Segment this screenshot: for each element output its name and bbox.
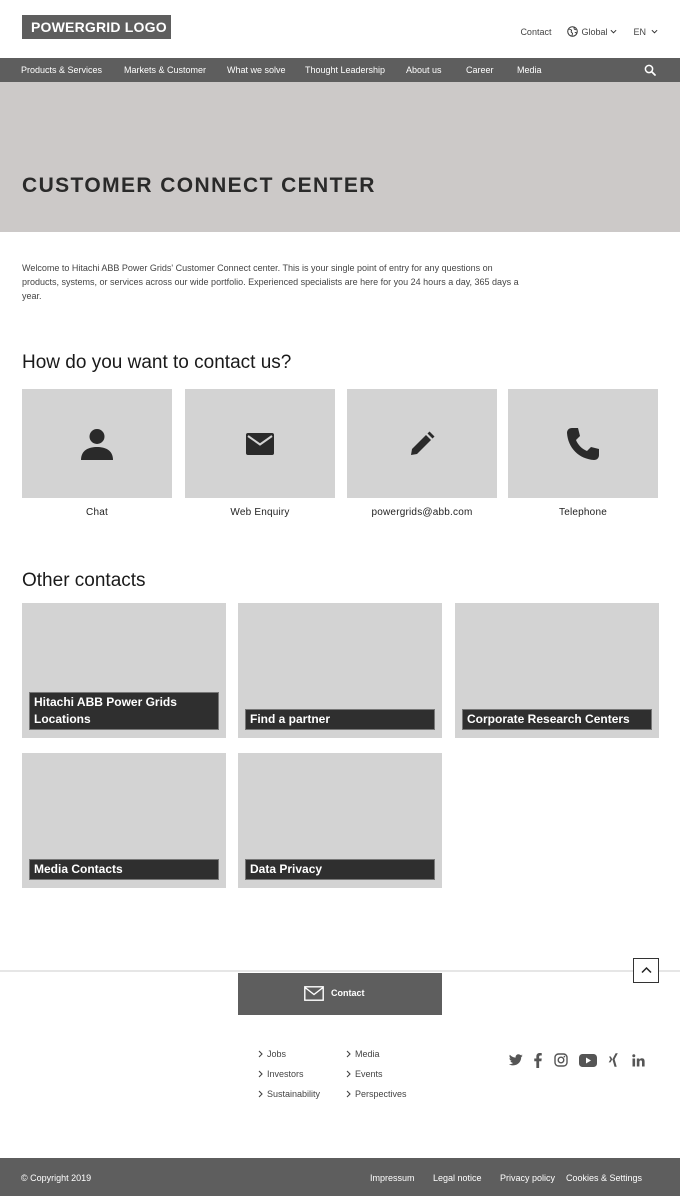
language-selector[interactable] xyxy=(633,27,658,37)
social-links xyxy=(508,1052,646,1068)
contact-card-label: Web Enquiry xyxy=(230,507,290,518)
region-label: Global xyxy=(581,26,608,37)
site-logo[interactable]: POWERGRID LOGO xyxy=(22,15,171,39)
chevron-right-icon xyxy=(258,1050,263,1058)
footer-link-privacy-policy[interactable]: Privacy policy xyxy=(500,1173,556,1183)
contact-card-label: Telephone xyxy=(559,507,607,518)
other-card-find-partner[interactable] xyxy=(238,603,442,738)
other-card-label: Corporate Research Centers xyxy=(462,709,652,730)
nav-item-products-services[interactable]: Products & Services xyxy=(21,65,103,75)
chevron-right-icon xyxy=(258,1090,263,1098)
other-card-research-centers[interactable] xyxy=(455,603,659,738)
site-footer xyxy=(0,1158,680,1196)
footer-link-events[interactable] xyxy=(346,1064,407,1084)
nav-item-career[interactable]: Career xyxy=(466,65,494,75)
twitter-icon[interactable] xyxy=(508,1052,523,1068)
contact-card-label[interactable]: powergrids@abb.com xyxy=(371,507,473,518)
copyright-text: © Copyright 2019 xyxy=(21,1173,92,1183)
other-card-label: Find a partner xyxy=(245,709,435,730)
chevron-right-icon xyxy=(346,1090,351,1098)
contact-link[interactable] xyxy=(520,27,551,37)
intro-text: Welcome to Hitachi ABB Power Grids' Customer Connect center. This is your single point of entry for any questions on products, systems, or services across our wide portfolio. Experienced specialists are here for you 24 hours a day, 365 days a year. xyxy=(22,263,519,301)
facebook-icon[interactable] xyxy=(532,1052,544,1068)
page-title: CUSTOMER CONNECT CENTER xyxy=(22,174,376,197)
footer-link-impressum[interactable]: Impressum xyxy=(370,1173,415,1183)
nav-item-about-us[interactable]: About us xyxy=(406,65,442,75)
footer-links-col2 xyxy=(346,1044,407,1104)
nav-item-thought-leadership[interactable]: Thought Leadership xyxy=(305,65,386,75)
main-navigation xyxy=(0,58,680,82)
footer-link-sustainability[interactable] xyxy=(258,1084,320,1104)
footer-link-perspectives[interactable] xyxy=(346,1084,407,1104)
globe-icon xyxy=(567,26,578,37)
nav-item-markets-customer[interactable]: Markets & Customer xyxy=(124,65,207,75)
xing-icon[interactable] xyxy=(607,1052,619,1068)
contact-section-title: How do you want to contact us? xyxy=(22,352,292,373)
region-selector[interactable] xyxy=(567,26,617,37)
mail-icon xyxy=(245,432,275,456)
pencil-icon xyxy=(408,430,436,458)
footer-contact-label: Contact xyxy=(331,988,365,998)
chevron-up-icon xyxy=(641,966,652,974)
phone-icon xyxy=(565,426,601,462)
footer-links-col1 xyxy=(258,1044,320,1104)
other-contacts-title: Other contacts xyxy=(22,570,146,591)
footer-link-legal-notice[interactable]: Legal notice xyxy=(433,1173,482,1183)
instagram-icon[interactable] xyxy=(553,1052,569,1068)
contact-card-email[interactable] xyxy=(347,389,497,498)
chevron-down-icon xyxy=(651,28,658,35)
footer-link-label: Perspectives xyxy=(355,1089,407,1099)
mail-icon xyxy=(304,986,324,1001)
other-card-label: Data Privacy xyxy=(245,859,435,880)
search-icon[interactable] xyxy=(644,64,656,76)
footer-link-label: Investors xyxy=(267,1069,304,1079)
footer-link-jobs[interactable] xyxy=(258,1044,320,1064)
contact-card-telephone[interactable] xyxy=(508,389,658,498)
back-to-top-button[interactable] xyxy=(633,958,659,983)
footer-link-label: Media xyxy=(355,1049,380,1059)
footer-link-investors[interactable] xyxy=(258,1064,320,1084)
chevron-right-icon xyxy=(346,1050,351,1058)
footer-link-cookies-settings[interactable]: Cookies & Settings xyxy=(566,1173,643,1183)
chevron-right-icon xyxy=(258,1070,263,1078)
linkedin-icon[interactable] xyxy=(630,1052,646,1068)
nav-item-what-we-solve[interactable]: What we solve xyxy=(227,65,286,75)
chevron-right-icon xyxy=(346,1070,351,1078)
other-card-label: Hitachi ABB Power Grids Locations xyxy=(29,692,219,730)
footer-link-label: Sustainability xyxy=(267,1089,321,1099)
footer-link-label: Jobs xyxy=(267,1049,287,1059)
footer-link-label: Events xyxy=(355,1069,383,1079)
other-card-data-privacy[interactable] xyxy=(238,753,442,888)
person-icon xyxy=(79,426,115,462)
section-divider xyxy=(0,970,680,972)
contact-card-label: Chat xyxy=(86,507,108,518)
chevron-down-icon xyxy=(610,28,617,35)
language-label: EN xyxy=(633,26,646,37)
contact-link-label: Contact xyxy=(520,26,552,37)
footer-contact-button[interactable] xyxy=(238,973,442,1015)
footer-link-media[interactable] xyxy=(346,1044,407,1064)
other-card-label: Media Contacts xyxy=(29,859,219,880)
site-header xyxy=(0,0,680,58)
nav-item-media[interactable]: Media xyxy=(517,65,542,75)
contact-card-chat[interactable] xyxy=(22,389,172,498)
other-card-locations[interactable] xyxy=(22,603,226,738)
other-card-media-contacts[interactable] xyxy=(22,753,226,888)
contact-card-web-enquiry[interactable] xyxy=(185,389,335,498)
hero-banner xyxy=(0,82,680,232)
utility-links xyxy=(520,26,658,37)
youtube-icon[interactable] xyxy=(578,1052,598,1068)
